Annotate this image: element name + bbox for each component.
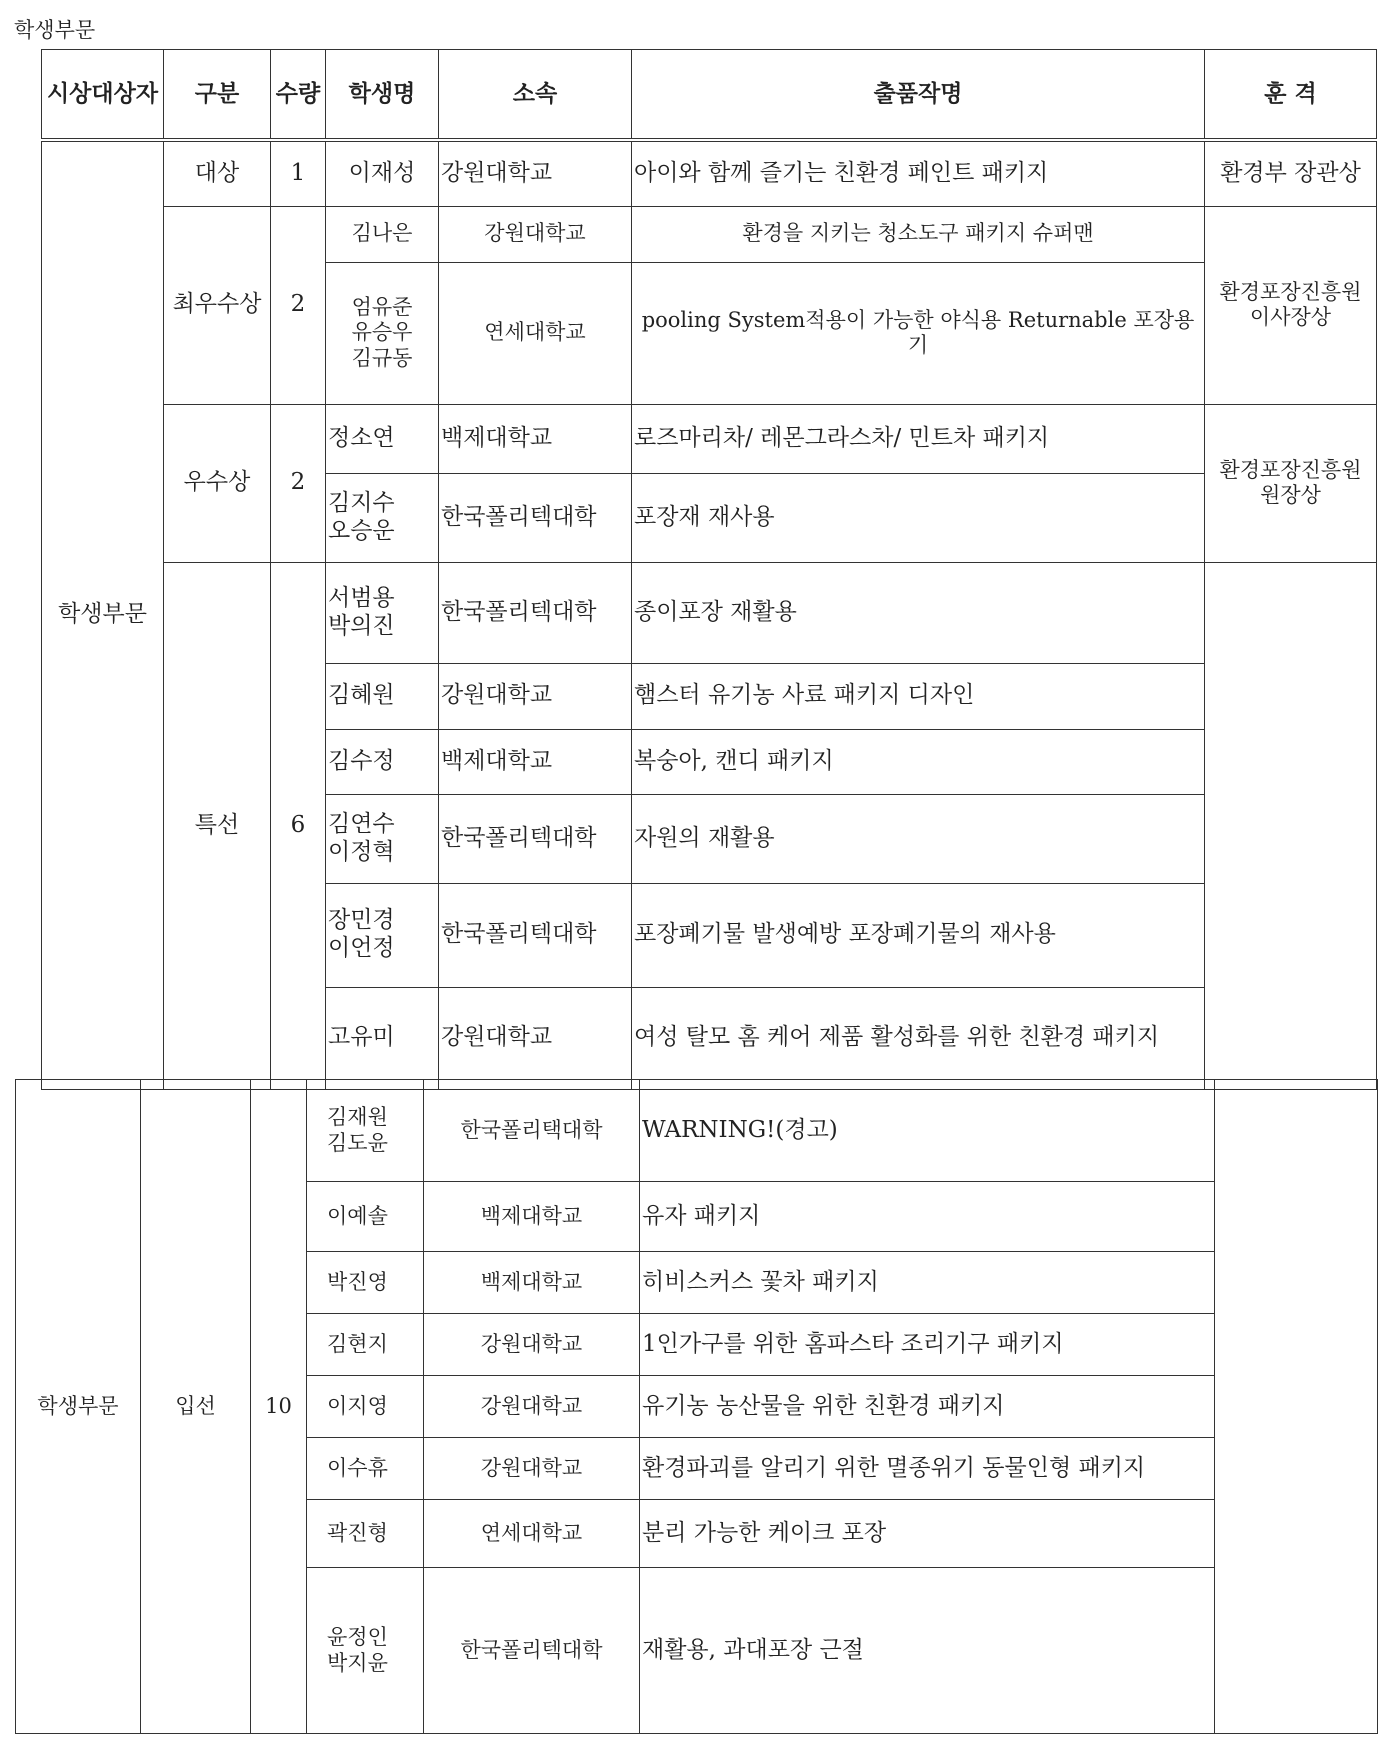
table-row: [42, 206, 1377, 262]
work-cell: 자원의 재활용: [632, 794, 1205, 883]
count-cell: 2: [271, 206, 326, 404]
awards-table-main: [41, 49, 1377, 1090]
affiliation-cell: 백제대학교: [424, 1252, 640, 1314]
student-cell: 김재원 김도윤: [307, 1080, 424, 1182]
affiliation-cell: 강원대학교: [424, 1314, 640, 1376]
student-cell: 엄유준 유승우 김규동: [326, 262, 439, 404]
category-cell: 학생부문: [42, 140, 164, 1089]
affiliation-cell: 백제대학교: [439, 729, 632, 794]
work-cell: 환경을 지키는 청소도구 패키지 슈퍼맨: [632, 206, 1205, 262]
work-cell: 유자 패키지: [640, 1182, 1215, 1252]
header-division: 구분: [164, 50, 271, 141]
count-cell: 1: [271, 140, 326, 206]
student-cell: 이재성: [326, 140, 439, 206]
division-cell: 우수상: [164, 404, 271, 562]
student-cell: 김연수 이정혁: [326, 794, 439, 883]
student-cell: 서범용 박의진: [326, 562, 439, 663]
division-cell: 대상: [164, 140, 271, 206]
header-category: 시상대상자: [42, 50, 164, 141]
page-label: 학생부문: [14, 18, 96, 42]
affiliation-cell: 연세대학교: [439, 262, 632, 404]
work-cell: 포장폐기물 발생예방 포장폐기물의 재사용: [632, 883, 1205, 987]
affiliation-cell: 한국폴리텍대학: [424, 1568, 640, 1734]
count-cell: 10: [251, 1080, 307, 1734]
student-cell: 윤정인 박지윤: [307, 1568, 424, 1734]
work-cell: 환경파괴를 알리기 위한 멸종위기 동물인형 패키지: [640, 1438, 1215, 1500]
division-cell: 특선: [164, 562, 271, 1089]
count-cell: 6: [271, 562, 326, 1089]
affiliation-cell: 백제대학교: [439, 404, 632, 473]
affiliation-cell: 한국폴리텍대학: [439, 562, 632, 663]
student-cell: 김지수 오승운: [326, 473, 439, 562]
work-cell: pooling System적용이 가능한 야식용 Returnable 포장용기: [632, 262, 1205, 404]
header-count: 수량: [271, 50, 326, 141]
header-row: [42, 50, 1377, 141]
affiliation-cell: 백제대학교: [424, 1182, 640, 1252]
work-cell: 종이포장 재활용: [632, 562, 1205, 663]
student-cell: 김나은: [326, 206, 439, 262]
student-cell: 장민경 이언정: [326, 883, 439, 987]
award-cell: 환경부 장관상: [1205, 140, 1377, 206]
affiliation-cell: 한국폴리텍대학: [439, 794, 632, 883]
student-cell: 박진영: [307, 1252, 424, 1314]
student-cell: 김수정: [326, 729, 439, 794]
student-cell: 고유미: [326, 987, 439, 1089]
table-row: [42, 562, 1377, 663]
affiliation-cell: 강원대학교: [439, 663, 632, 729]
work-cell: 분리 가능한 케이크 포장: [640, 1500, 1215, 1568]
affiliation-cell: 강원대학교: [439, 206, 632, 262]
header-affiliation: 소속: [439, 50, 632, 141]
affiliation-cell: 강원대학교: [424, 1438, 640, 1500]
award-cell: [1215, 1080, 1378, 1734]
work-cell: 유기농 농산물을 위한 친환경 패키지: [640, 1376, 1215, 1438]
affiliation-cell: 한국폴리택대학: [424, 1080, 640, 1182]
count-cell: 2: [271, 404, 326, 562]
award-cell: 환경포장진흥원 이사장상: [1205, 206, 1377, 404]
award-cell: [1205, 562, 1377, 1089]
affiliation-cell: 강원대학교: [424, 1376, 640, 1438]
affiliation-cell: 강원대학교: [439, 987, 632, 1089]
affiliation-cell: 한국폴리텍대학: [439, 883, 632, 987]
award-cell: 환경포장진흥원 원장상: [1205, 404, 1377, 562]
student-cell: 김혜원: [326, 663, 439, 729]
student-cell: 이수휴: [307, 1438, 424, 1500]
work-cell: 복숭아, 캔디 패키지: [632, 729, 1205, 794]
work-cell: 햄스터 유기농 사료 패키지 디자인: [632, 663, 1205, 729]
work-cell: 히비스커스 꽃차 패키지: [640, 1252, 1215, 1314]
affiliation-cell: 한국폴리텍대학: [439, 473, 632, 562]
division-cell: 최우수상: [164, 206, 271, 404]
header-award: 훈 격: [1205, 50, 1377, 141]
work-cell: 로즈마리차/ 레몬그라스차/ 민트차 패키지: [632, 404, 1205, 473]
work-cell: 재활용, 과대포장 근절: [640, 1568, 1215, 1734]
work-cell: 포장재 재사용: [632, 473, 1205, 562]
work-cell: 1인가구를 위한 홈파스타 조리기구 패키지: [640, 1314, 1215, 1376]
student-cell: 이지영: [307, 1376, 424, 1438]
work-cell: WARNING!(경고): [640, 1080, 1215, 1182]
table-row: [42, 140, 1377, 206]
work-cell: 여성 탈모 홈 케어 제품 활성화를 위한 친환경 패키지: [632, 987, 1205, 1089]
affiliation-cell: 연세대학교: [424, 1500, 640, 1568]
student-cell: 이예솔: [307, 1182, 424, 1252]
awards-table-honorable: [15, 1079, 1378, 1734]
student-cell: 김현지: [307, 1314, 424, 1376]
table-row: [42, 404, 1377, 473]
work-cell: 아이와 함께 즐기는 친환경 페인트 패키지: [632, 140, 1205, 206]
affiliation-cell: 강원대학교: [439, 140, 632, 206]
student-cell: 곽진형: [307, 1500, 424, 1568]
category-cell: 학생부문: [16, 1080, 141, 1734]
header-student: 학생명: [326, 50, 439, 141]
header-work: 출품작명: [632, 50, 1205, 141]
division-cell: 입선: [141, 1080, 251, 1734]
table-row: [16, 1080, 1378, 1182]
student-cell: 정소연: [326, 404, 439, 473]
